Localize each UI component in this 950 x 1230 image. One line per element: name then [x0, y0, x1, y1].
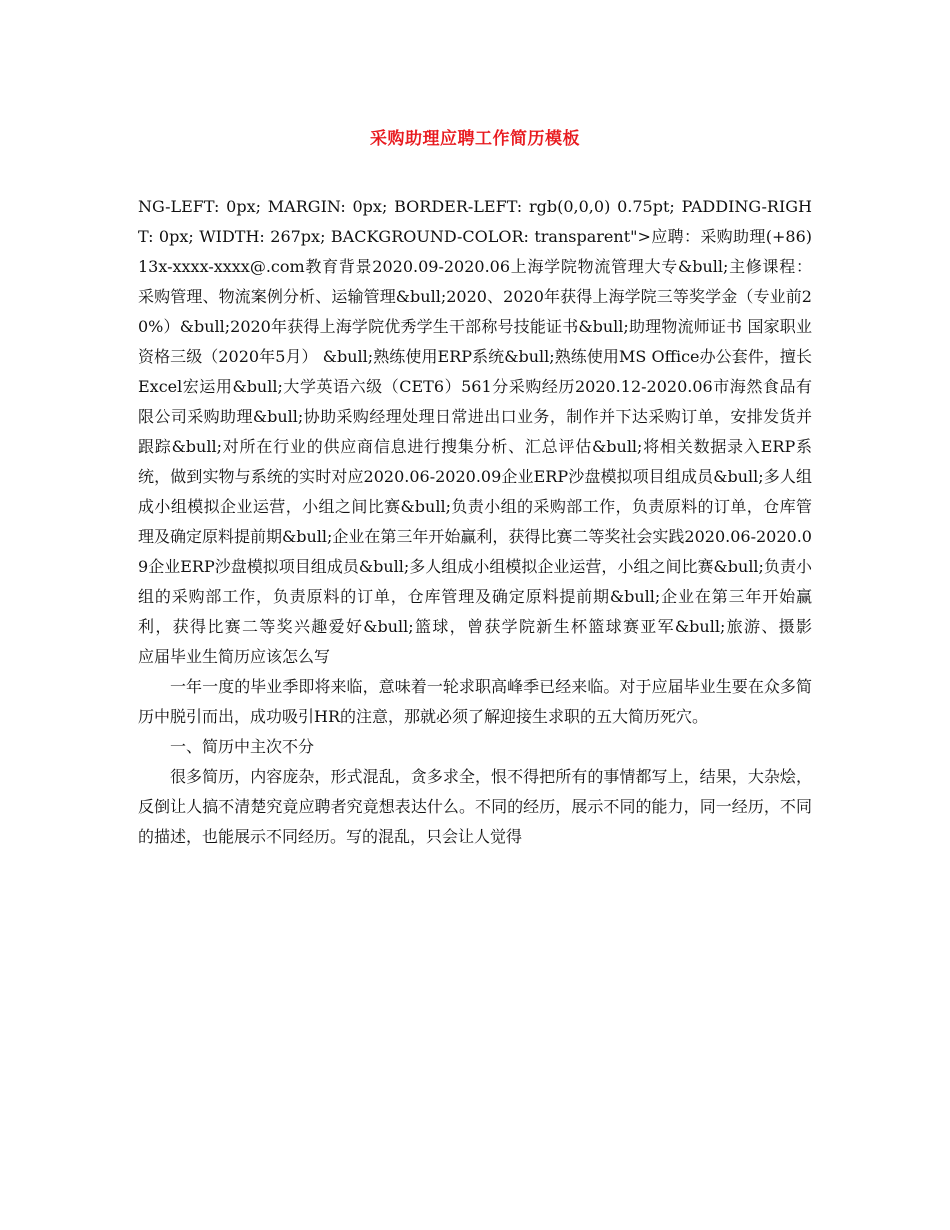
document-title: 采购助理应聘工作简历模板 [370, 129, 580, 149]
intro-paragraph: 一年一度的毕业季即将来临，意味着一轮求职高峰季已经来临。对于应届毕业生要在众多简历中脱引而出，成功吸引HR的注意，那就必须了解迎接生求职的五大简历死穴。 [138, 677, 812, 726]
resume-paragraph: NG-LEFT: 0px; MARGIN: 0px; BORDER-LEFT: rgb(0,0,0) 0.75pt; PADDING-RIGHT: 0px; WIDTH: 267px; BACKGROUND-COLOR: transparent">应聘：采购助理(+86) 13x-xxxx-xxxx@.com教育背景2020.09-2020.06上海学院物流管理大专&bull;主修课程：采购管理、物流案例分析、运输管理&bull;2020、2020年获得上海学院三等奖学金（专业前20%）&bull;2020年获得上海学院优秀学生干部称号技能证书&bull;助理物流师证书 国家职业资格三级（2020年5月） &bull;熟练使用ERP系统&bull;熟练使用MS Office办公套件，擅长Excel宏运用&bull;大学英语六级（CET6）561分采购经历2020.12-2020.06市海然食品有限公司采购助理&bull;协助采购经理处理日常进出口业务，制作并下达采购订单，安排发货并跟踪&bull;对所在行业的供应商信息进行搜集分析、汇总评估&bull;将相关数据录入ERP系统，做到实物与系统的实时对应2020.06-2020.09企业ERP沙盘模拟项目组成员&bull;多人组成小组模拟企业运营，小组之间比赛&bull;负责小组的采购部工作，负责原料的订单，仓库管理及确定原料提前期&bull;企业在第三年开始赢利，获得比赛二等奖社会实践2020.06-2020.09企业ERP沙盘模拟项目组成员&bull;多人组成小组模拟企业运营，小组之间比赛&bull;负责小组的采购部工作，负责原料的订单，仓库管理及确定原料提前期&bull;企业在第三年开始赢利，获得比赛二等奖兴趣爱好&bull;篮球，曾获学院新生杯篮球赛亚军&bull;旅游、摄影 应届毕业生简历应该怎么写 [138, 197, 845, 666]
document-body [138, 192, 845, 852]
section-heading: 一、简历中主次不分 [170, 737, 315, 756]
body-paragraph: 很多简历，内容庞杂，形式混乱，贪多求全，恨不得把所有的事情都写上，结果，大杂烩，反倒让人搞不清楚究竟应聘者究竟想表达什么。不同的经历，展示不同的能力，同一经历，不同的描述，也能展示不同经历。写的混乱，只会让人觉得 [138, 767, 812, 846]
